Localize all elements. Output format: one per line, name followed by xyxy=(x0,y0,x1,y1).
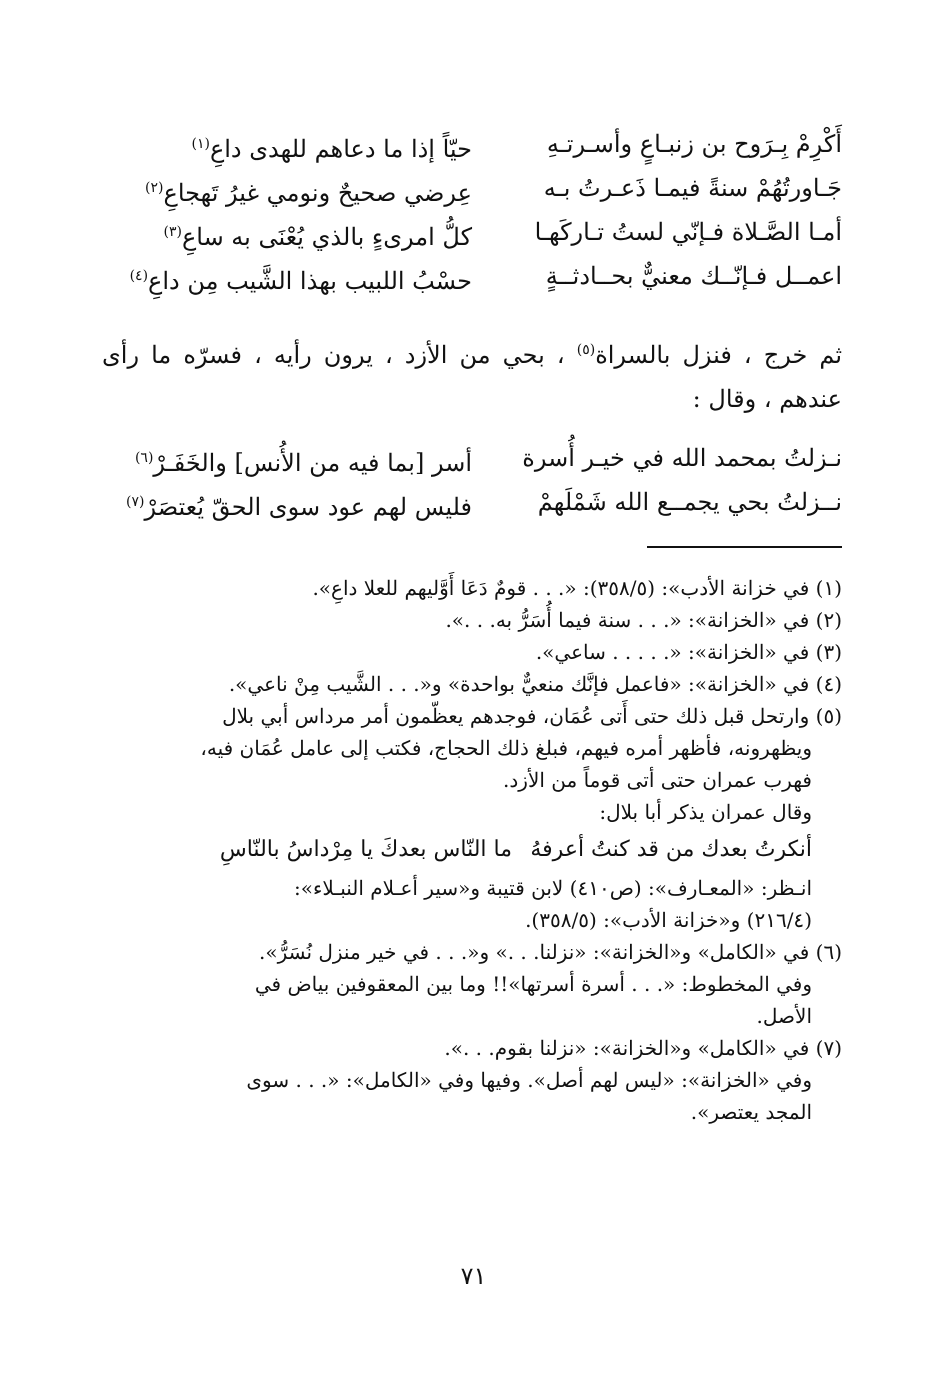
verse-hemistich-first: أنكرتُ بعدك من قد كنتُ أعرفهُ xyxy=(530,837,812,862)
footnote-ref[interactable]: (٦) xyxy=(134,450,154,466)
verse-hemistich-first: أمـا الصَّـلاة فـإنّي لستُ تـاركَهـا xyxy=(534,218,842,246)
footnote-1: (١) في خزانة الأدب»: (٣٥٨/٥): «. . . قومٌ دَعَا أَوَّليهم للعلا داعِ». xyxy=(312,576,842,600)
footnote-5: (٥) وارتحل قبل ذلك حتى أَتى عُمَان، فوجدهم يعظّمون أمر مرداس أبي بلال xyxy=(222,704,842,728)
footnote-separator xyxy=(647,546,842,548)
footnotes xyxy=(102,572,842,1128)
poem-block-1 xyxy=(129,122,842,298)
footnote-5-line: وقال عمران يذكر أبا بلال: xyxy=(599,800,812,824)
prose-text: ، بحي من الأزد ، يرون رأيه ، فسرّه ما رأى عندهم ، وقال : xyxy=(102,341,842,413)
footnote-6: (٦) في «الكامل» و«الخزانة»: «نزلنا. . .» و«. . . في خير منزل نُسَرُّ». xyxy=(258,940,842,964)
footnote-ref[interactable]: (٧) xyxy=(126,494,145,510)
footnote-ref[interactable]: (١) xyxy=(191,136,210,152)
page-number: ٧١ xyxy=(460,1262,487,1290)
verse-hemistich-second: عِرضي صحيحٌ ونومي غيرُ تَهجاعِ$^{(٢)}$ xyxy=(145,179,472,207)
footnote-7-line: المجد يعتصر». xyxy=(690,1100,812,1124)
verse-line xyxy=(129,254,842,298)
footnote-6-line: وفي المخطوط: «. . . أسرة أسرتها»!! وما بين المعقوفين بياض في xyxy=(254,972,812,996)
footnote-6-line: الأصل. xyxy=(756,1004,812,1028)
prose-text: ثم خرج ، فنزل بالسراة xyxy=(595,341,842,369)
verse-hemistich-second: فليس لهم عود سوى الحقّ يُعتصَرْ$^{(٧)}$ xyxy=(126,493,472,521)
footnote-2: (٢) في «الخزانة»: «. . . سنة فيما أُسَرُّ به. . .». xyxy=(445,608,842,632)
footnote-3: (٣) في «الخزانة»: «. . . . . ساعي». xyxy=(535,640,842,664)
verse-line xyxy=(134,436,842,480)
verse-hemistich-first: نــزلتُ بحي يجمــع الله شَمْلَهمْ xyxy=(537,488,842,516)
footnote-7: (٧) في «الكامل» و«الخزانة»: «نزلنا بقوم. . .». xyxy=(444,1036,842,1060)
verse-line xyxy=(152,210,842,254)
verse-hemistich-first: أَكْرِمْ بِـرَوح بن زنبـاعٍ وأسـرتـهِ xyxy=(546,130,842,158)
footnote-4: (٤) في «الخزانة»: «فاعمل فإنَّك منعيٌّ بواحدة» و«. . . الشَّيب مِنْ ناعي». xyxy=(228,672,842,696)
prose-paragraph xyxy=(102,328,842,421)
footnote-verse xyxy=(102,828,842,872)
footnote-5-line: (٢١٦/٤) و«خزانة الأدب»: (٣٥٨/٥). xyxy=(525,908,812,932)
verse-hemistich-first: جَـاورتُهُمْ سنةً فيمـا ذَعـرتُ بـه xyxy=(543,174,842,202)
footnote-ref[interactable]: (٣) xyxy=(163,224,182,240)
footnote-5-line: ويظهرونه، فأظهر أمره فيهم، فبلغ ذلك الحجاج، فكتب إلى عامل عُمَان فيه، xyxy=(200,736,812,760)
footnote-5-line: انـظر: «المعـارف»: (ص٤١٠) لابن قتيبة و«سير أعـلام النبـلاء»: xyxy=(294,876,812,900)
verse-hemistich-first: اعمــل فـإنّــك معنيٌّ بحــادثــةٍ xyxy=(545,262,842,290)
poem-block-2 xyxy=(126,436,842,524)
footnote-7-line: وفي «الخزانة»: «ليس لهم أصل». وفيها وفي «الكامل»: «. . . سوى xyxy=(246,1068,812,1092)
verse-hemistich-second: أسر [بما فيه من الأُنس] والخَفَـرْ$^{(٦)}$ xyxy=(134,449,472,477)
footnote-ref[interactable]: (٤) xyxy=(129,268,149,284)
verse-hemistich-second: كلُّ امرىءٍ بالذي يُعْنَى به ساعِ$^{(٣)}$ xyxy=(163,223,472,251)
footnote-ref[interactable]: (٥) xyxy=(576,342,596,358)
verse-line xyxy=(152,122,842,166)
verse-hemistich-second: حيّاً إذا ما دعاهم للهدى داعِ$^{(١)}$ xyxy=(191,135,472,163)
verse-hemistich-second: حسْبُ اللبيب بهذا الشَّيب مِن داعِ$^{(٤)}$ xyxy=(129,267,472,295)
footnote-5-line: فهرب عمران حتى أتى قوماً من الأزد. xyxy=(503,768,812,792)
verse-hemistich-first: نـزلتُ بمحمد الله في خيـر أُسرة xyxy=(522,444,842,472)
footnote-ref[interactable]: (٢) xyxy=(145,180,164,196)
verse-line xyxy=(126,480,842,524)
verse-hemistich-second: ما النّاس بعدكَ يا مِرْداسُ بالنّاسِ xyxy=(219,837,512,862)
verse-line xyxy=(145,166,842,210)
